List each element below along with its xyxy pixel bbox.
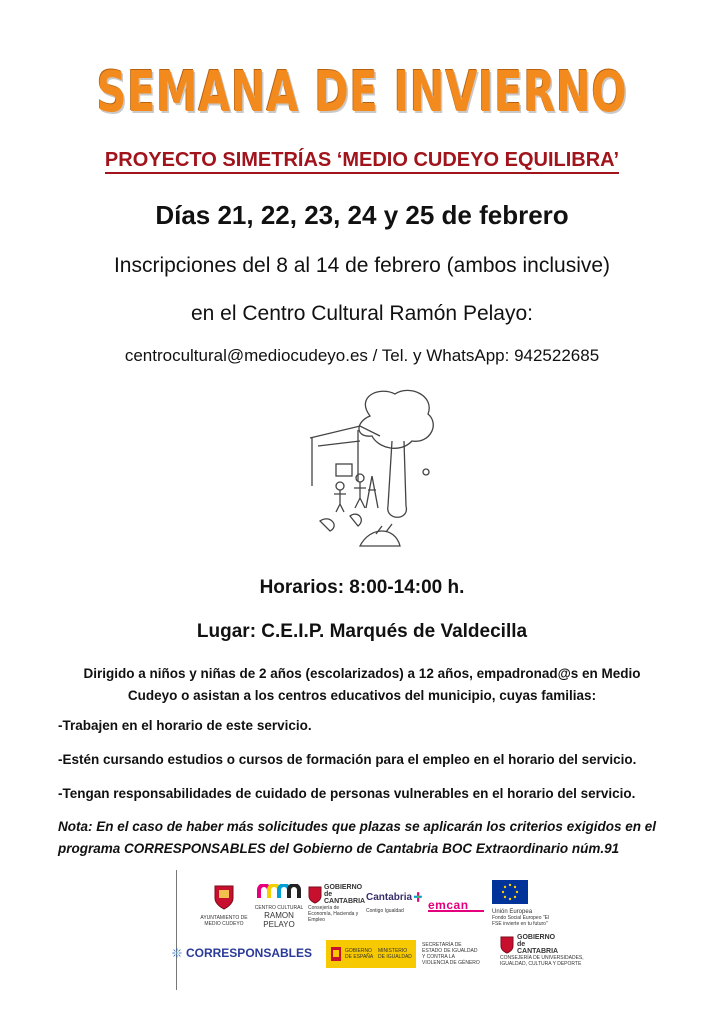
centro-cultural-top: CENTRO CULTURAL [254,905,304,911]
gobierno-cantabria-logo [308,884,364,923]
gobierno-espana-label: GOBIERNO DE ESPAÑA [345,948,374,960]
cantabria-shield-icon [308,886,322,904]
consejeria-label: Consejería de Economía, Hacienda y Empleo [308,905,359,923]
logo-divider [176,870,177,990]
emcan-logo [428,896,484,912]
eu-flag-icon [492,880,528,904]
venue-line: en el Centro Cultural Ramón Pelayo: [190,302,533,325]
project-subtitle [0,149,724,172]
starburst-icon [172,936,182,970]
colorful-arches-icon [257,884,301,900]
project-subtitle-text: PROYECTO SIMETRÍAS ‘MEDIO CUDEYO EQUILIBRA’ [105,149,619,174]
centro-cultural-name: RAMON PELAYO [263,911,295,929]
note: Nota: En el caso de haber más solicitudes que plazas se aplicarán los criterios exigidos en el programa CORRESPONSABLES del Gobierno de Cantabria BOC Extraordinario núm.91 [58,819,656,856]
coat-of-arms-icon [213,884,235,910]
event-days: Días 21, 22, 23, 24 y 25 de febrero [155,200,569,230]
requirement-item: -Tengan responsabilidades de cuidado de personas vulnerables en el horario del servicio. [58,786,636,801]
cantabria-word: Cantabria [366,891,413,903]
secretaria-label: SECRETARÍA DE ESTADO DE IGUALDAD Y CONTRA LA VIOLENCIA DE GÉNERO [422,942,480,966]
consejeria-2-label: CONSEJERÍA DE UNIVERSIDADES, IGUALDAD, CULTURA Y DEPORTE [500,955,584,967]
centro-cultural-logo [254,884,304,929]
gobierno-cantabria-label: GOBIERNO de CANTABRIA [324,884,366,905]
ue-sub: Fondo Social Europeo "El FSE invierte en tu futuro" [492,915,550,927]
cantabria-igualdad-logo [366,886,422,914]
ministerio-label: MINISTERIO DE IGUALDAD [378,948,412,960]
schedule: Horarios: 8:00-14:00 h. [259,577,465,598]
union-europea-logo [492,880,552,927]
requirement-item: -Trabajen en el horario de este servicio. [58,718,312,733]
ayuntamiento-logo [200,884,248,927]
ue-label: Unión Europea [492,909,533,915]
inscription-dates: Inscripciones del 8 al 14 de febrero (ambos inclusive) [113,254,611,277]
location: Lugar: C.E.I.P. Marqués de Valdecilla [196,621,528,642]
requirement-item: -Estén cursando estudios o cursos de formación para el empleo en el horario del servicio. [58,752,637,767]
children-playground-illustration [300,386,440,561]
gobierno-espana-logo [326,940,486,968]
gobierno-cantabria-logo-2 [500,934,590,967]
spain-arms-icon [330,946,342,962]
emcan-text: emcan [428,898,469,912]
gobierno-cantabria-label-2: GOBIERNO de CANTABRIA [517,934,559,955]
target-audience: Dirigido a niños y niñas de 2 años (escolarizados) a 12 años, empadronad@s en Medio Cudeyo o asistan a los centros educativos del municipio, cuyas familias: [83,666,641,703]
plus-icon [414,886,422,908]
cantabria-shield-icon [500,936,514,954]
cantabria-sub: Contigo Igualdad [366,908,404,914]
contact-info: centrocultural@mediocudeyo.es / Tel. y WhatsApp: 942522685 [124,346,600,365]
page-title: SEMANA DE INVIERNO [96,60,628,125]
corresponsables-logo [172,936,312,970]
corresponsables-text: CORRESPONSABLES [185,946,312,960]
ayuntamiento-label: AYUNTAMIENTO DE MEDIO CUDEYO [200,915,248,927]
